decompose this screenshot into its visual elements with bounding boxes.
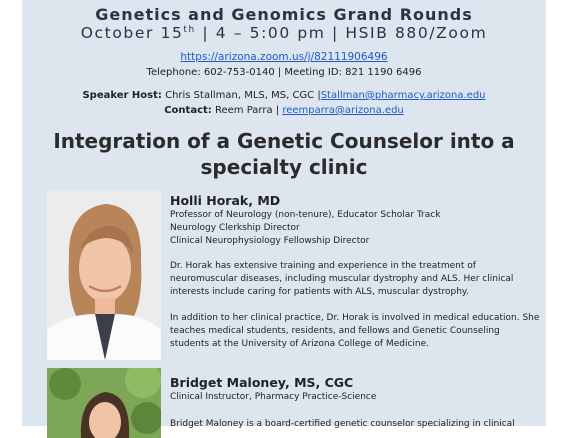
date-prefix: October 15	[80, 24, 184, 42]
speaker-1-bio-paragraph-2: In addition to her clinical practice, Dr. Horak is involved in medical education. She teaches medical students, residents, and fellows and Genetic Counseling students at the University of Arizona College of Medicine.	[170, 313, 540, 349]
speaker-1-role: Neurology Clerkship Director	[170, 223, 300, 233]
speaker-name-1: Holli Horak, MD	[170, 193, 281, 208]
speaker-photo-holli-horak	[47, 190, 161, 360]
speaker-2-roles	[170, 391, 376, 404]
speaker-1-bio-paragraph-1: Dr. Horak has extensive training and experience in the treatment of neuromuscular diseases, including muscular dystrophy and ALS. Her clinical interests include caring for patients with ALS, muscular dystrophy.	[170, 261, 514, 297]
speaker-host-line	[22, 90, 546, 101]
speaker-name-2: Bridget Maloney, MS, CGC	[170, 375, 354, 390]
talk-title-line-1: Integration of a Genetic Counselor into a	[53, 129, 515, 153]
date-rest: | 4 – 5:00 pm | HSIB 880/Zoom	[195, 24, 488, 42]
speaker-1-roles	[170, 209, 440, 248]
talk-title	[22, 128, 546, 180]
portrait-illustration	[47, 368, 161, 438]
speaker-1-role: Clinical Neurophysiology Fellowship Director	[170, 236, 370, 246]
portrait-illustration	[47, 190, 161, 360]
series-title: Genetics and Genomics Grand Rounds	[95, 5, 473, 24]
host-email-link[interactable]: Stallman@pharmacy.arizona.edu	[320, 90, 486, 101]
host-name: Chris Stallman, MLS, MS, CGC |	[161, 90, 321, 101]
date-suffix: th	[183, 24, 196, 35]
speaker-photo-bridget-maloney	[47, 368, 161, 438]
flyer-panel	[22, 0, 546, 429]
speaker-1-role: Professor of Neurology (non-tenure), Educator Scholar Track	[170, 210, 441, 220]
zoom-link[interactable]: https://arizona.zoom.us/j/82111906496	[180, 51, 388, 63]
speaker-2-bio-paragraph-1: Bridget Maloney is a board-certified genetic counselor specializing in clinical	[170, 419, 515, 429]
phone-meeting-id: Telephone: 602-753-0140 | Meeting ID: 821 1190 6496	[146, 67, 422, 78]
speaker-2-role: Clinical Instructor, Pharmacy Practice-Science	[170, 392, 377, 402]
contact-label: Contact:	[164, 105, 212, 116]
date-time-location	[22, 24, 546, 42]
host-label: Speaker Host:	[82, 90, 162, 101]
contact-line	[22, 105, 546, 116]
contact-email-link[interactable]: reemparra@arizona.edu	[282, 105, 404, 116]
talk-title-line-2: specialty clinic	[200, 155, 368, 179]
contact-name: Reem Parra |	[211, 105, 283, 116]
